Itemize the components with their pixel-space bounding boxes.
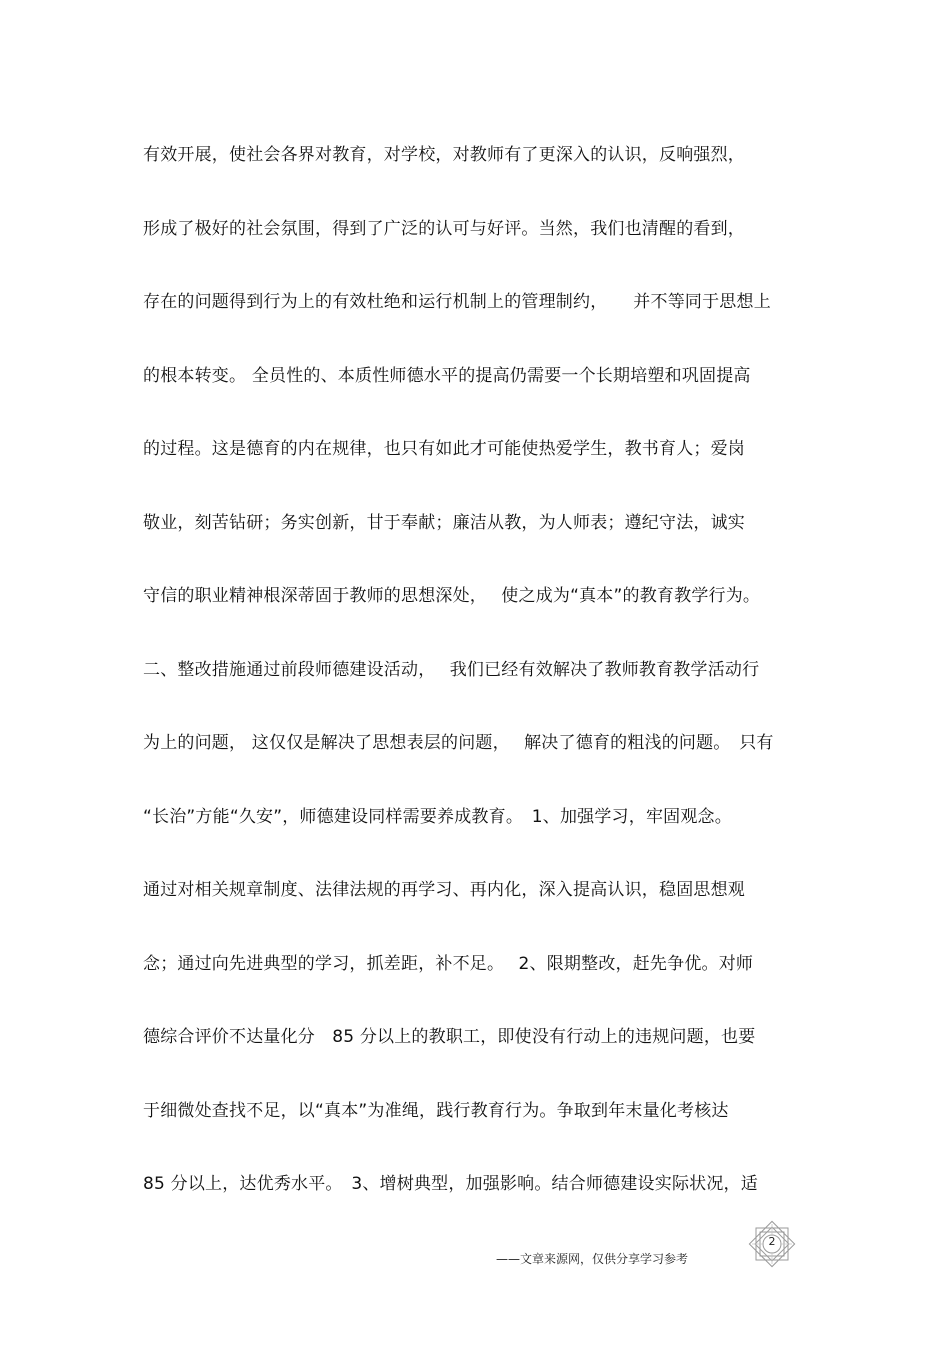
page-number-badge [748, 1220, 796, 1268]
text-line: 守信的职业精神根深蒂固于教师的思想深处， 使之成为“真本”的教育教学行为。 [143, 586, 761, 606]
footer-source-note: ——文章来源网，仅供分享学习参考 [496, 1252, 689, 1266]
text-line: 敬业，刻苦钻研；务实创新，甘于奉献；廉洁从教，为人师表；遵纪守法，诚实 [143, 512, 745, 533]
text-line: 为上的问题， 这仅仅是解决了思想表层的问题， 解决了德育的粗浅的问题。 只有 [143, 733, 774, 753]
text-line: 存在的问题得到行为上的有效杜绝和运行机制上的管理制约， 并不等同于思想上 [143, 292, 771, 312]
text-line: 的根本转变。 全员性的、本质性师德水平的提高仍需要一个长期培塑和巩固提高 [143, 365, 751, 386]
text-line: 有效开展，使社会各界对教育，对学校，对教师有了更深入的认识，反响强烈， [143, 145, 745, 165]
text-line: 二、整改措施通过前段师德建设活动， 我们已经有效解决了教师教育教学活动行 [143, 659, 760, 680]
text-line: 于细微处查找不足，以“真本”为准绳，践行教育行为。争取到年末量化考核达 [143, 1100, 729, 1121]
text-line: 德综合评价不达量化分 85 分以上的教职工，即使没有行动上的违规问题，也要 [143, 1027, 756, 1047]
text-line: 形成了极好的社会氛围，得到了广泛的认可与好评。当然，我们也清醒的看到， [143, 218, 745, 239]
text-line: “长治”方能“久安”，师德建设同样需要养成教育。 1、加强学习，牢固观念。 [143, 806, 732, 827]
body-text [143, 137, 823, 1240]
text-line: 的过程。这是德育的内在规律，也只有如此才可能使热爱学生，教书育人；爱岗 [143, 439, 745, 459]
text-line: 85 分以上，达优秀水平。 3、增树典型，加强影响。结合师德建设实际状况，适 [143, 1174, 758, 1194]
text-line: 通过对相关规章制度、法律法规的再学习、再内化，深入提高认识，稳固思想观 [143, 880, 745, 900]
page-number: 2 [768, 1235, 776, 1248]
text-line: 念；通过向先进典型的学习，抓差距，补不足。 2、限期整改，赶先争优。对师 [143, 953, 754, 974]
